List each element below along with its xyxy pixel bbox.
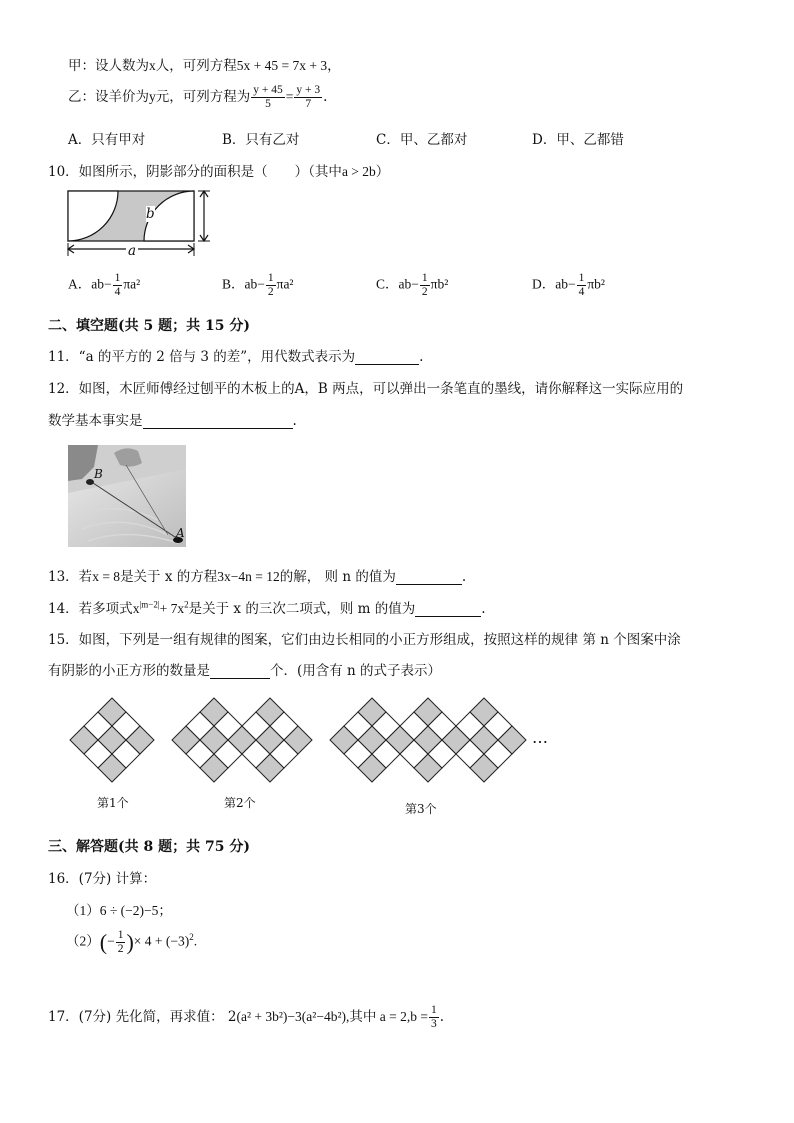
q11-text: 11．“a 的平方的 2 倍与 3 的差”，用代数式表示为 [48, 349, 356, 365]
q10-option-d[interactable] [532, 272, 605, 299]
q13-equation: 3x−4n = 12 [217, 569, 280, 584]
q16-part-2-post: × 4 + (−3) [133, 933, 190, 949]
q17-pre: 17．(7分) 先化简，再求值： 2 [48, 1009, 237, 1025]
option-letter: C． [376, 276, 399, 292]
q16-title: 16．(7分) 计算： [48, 871, 157, 887]
q11-end: . [419, 349, 424, 365]
fraction-numerator: y + 3 [296, 84, 321, 96]
q10-stem-end: ） [375, 164, 390, 180]
point-b-marker [86, 479, 94, 485]
q13-condition: x = 8 [92, 569, 121, 584]
q9-option-a[interactable]: A．只有甲对 [68, 132, 146, 148]
q9-jia-equation: 5x + 45 = 7x + 3 [236, 58, 328, 73]
fraction-numerator: 1 [421, 272, 428, 284]
option-post: πb² [587, 276, 605, 292]
left-paren: ( [99, 929, 108, 955]
q15-caption-1: 第1个 [97, 796, 129, 810]
q14-pre: 14．若多项式 [48, 601, 133, 617]
option-pre: ab− [91, 276, 112, 292]
q15-line-1: 15．如图，下列是一组有规律的图案，它们由边长相同的小正方形组成，按照这样的规律 第 n 个图案中涂 [48, 632, 681, 648]
q14 [48, 597, 486, 617]
right-paren: ) [126, 929, 134, 955]
fraction-denominator: 2 [267, 286, 274, 298]
q12-label-b: B [94, 467, 103, 481]
q17-end: . [439, 1009, 445, 1025]
q14-answer-blank[interactable] [415, 602, 481, 617]
option-pre: ab− [398, 276, 419, 292]
q16-fraction [116, 929, 126, 956]
q15-line-2-post: 个．(用含有 n 的式子表示） [270, 663, 442, 679]
q16-exponent: 2 [189, 932, 194, 943]
q9-option-b[interactable]: B．只有乙对 [222, 132, 300, 148]
q17-mid: ,其中 a = 2,b = [345, 1009, 428, 1024]
fraction-numerator: 1 [117, 929, 124, 941]
section-3-heading: 三、解答题(共 8 题；共 75 分) [48, 839, 250, 855]
q9-yi-mid: 元，可列方程为 [155, 89, 251, 105]
q11-answer-blank[interactable] [355, 350, 419, 365]
q13-answer-blank[interactable] [396, 570, 462, 585]
option-fraction [266, 272, 276, 299]
q9-jia-end: ， [327, 58, 341, 74]
q9-option-d[interactable]: D．甲、乙都错 [532, 132, 624, 148]
q17 [48, 1004, 444, 1031]
q12-line-2-text: 数学基本事实是 [48, 413, 143, 429]
q17-fraction [429, 1004, 439, 1031]
q15-answer-blank[interactable] [210, 664, 270, 679]
q12-label-a: A [176, 526, 185, 540]
q12-answer-blank[interactable] [143, 414, 293, 429]
q15-line-2 [48, 659, 441, 679]
option-post: πb² [430, 276, 449, 292]
q9-yi-line [68, 84, 327, 111]
q12-end: . [292, 413, 297, 429]
q13 [48, 565, 466, 585]
q15-pattern-figure [60, 690, 560, 790]
option-fraction [577, 272, 587, 299]
q14-base: x [132, 601, 140, 616]
q9-yi-fraction-1 [251, 84, 285, 111]
fraction-numerator: 1 [430, 1004, 437, 1016]
option-letter: B． [222, 276, 245, 292]
fraction-numerator: y + 45 [253, 84, 283, 96]
q15-caption-2: 第2个 [224, 796, 256, 810]
fraction-denominator: 2 [421, 286, 428, 298]
q13-end: . [461, 569, 467, 585]
q13-pre: 13．若 [48, 569, 93, 585]
q17-expression: (a² + 3b²)−3(a²−4b²) [236, 1009, 346, 1024]
fraction-denominator: 5 [265, 98, 271, 110]
q9-option-c[interactable]: C．甲、乙都对 [376, 132, 468, 148]
option-fraction [113, 272, 123, 299]
q13-post: 的解， 则 n 的值为 [279, 569, 396, 585]
option-letter: D． [532, 276, 556, 292]
q10-condition: a > 2b [341, 164, 376, 179]
fraction-denominator: 2 [117, 943, 124, 955]
section-2-heading: 二、填空题(共 5 题；共 15 分) [48, 318, 250, 334]
q15-line-2-pre: 有阴影的小正方形的数量是 [48, 663, 210, 679]
q14-rest-exponent: 2 [184, 599, 189, 610]
option-post: πa² [123, 276, 141, 292]
fraction-denominator: 3 [430, 1018, 437, 1030]
q9-jia-line [68, 54, 341, 74]
q9-jia-mid: 人，可列方程 [155, 58, 237, 74]
q10-option-a[interactable] [68, 272, 140, 299]
q16-part-2 [66, 929, 197, 956]
q10-figure [62, 186, 222, 262]
fraction-numerator: 1 [267, 272, 274, 284]
q10-stem [48, 160, 389, 180]
q16-part-2-pre: （2） [66, 933, 100, 949]
q14-exponent: |m−2| [139, 599, 160, 610]
fraction-numerator: 1 [578, 272, 585, 284]
option-post: πa² [276, 276, 294, 292]
q12-line-1: 12．如图，木匠师傅经过刨平的木板上的A，B 两点，可以弹出一条笔直的墨线，请你解释这一实际应用的 [48, 381, 684, 397]
option-letter: A． [68, 276, 92, 292]
q14-end: . [481, 601, 486, 617]
q12-line-2 [48, 409, 297, 429]
q9-yi-var: y [149, 89, 156, 104]
q9-yi-end: . [323, 89, 328, 105]
q14-rest: + 7x [159, 601, 185, 616]
q15-ellipsis: … [532, 728, 548, 747]
q14-post: 是关于 x 的三次二项式，则 m 的值为 [188, 601, 416, 617]
q11 [48, 345, 423, 365]
q15-caption-3: 第3个 [405, 802, 437, 816]
q10-label-b: b [146, 206, 155, 222]
option-pre: ab− [555, 276, 576, 292]
q16-part-1: （1）6 ÷ (−2)−5； [66, 903, 172, 918]
fraction-denominator: 7 [305, 98, 312, 110]
q13-mid: 是关于 x 的方程 [120, 569, 218, 585]
q9-jia-var: x [149, 58, 156, 73]
option-fraction [420, 272, 430, 299]
option-pre: ab− [244, 276, 265, 292]
q9-yi-prefix: 乙：设羊价为 [68, 89, 149, 105]
minus-sign: − [107, 933, 115, 949]
q10-option-b[interactable] [222, 272, 293, 299]
q10-label-a: a [128, 243, 137, 259]
q9-yi-equals: = [285, 89, 294, 104]
q10-option-c[interactable] [376, 272, 448, 299]
fraction-denominator: 4 [114, 286, 121, 298]
q16-part-2-end: . [193, 933, 198, 949]
q9-yi-fraction-2 [294, 84, 322, 111]
fraction-numerator: 1 [114, 272, 121, 284]
fraction-denominator: 4 [578, 286, 585, 298]
q12-photo [68, 445, 186, 547]
q10-stem-text: 10．如图所示，阴影部分的面积是（ ）（其中 [48, 164, 342, 180]
q9-jia-prefix: 甲：设人数为 [68, 58, 149, 74]
